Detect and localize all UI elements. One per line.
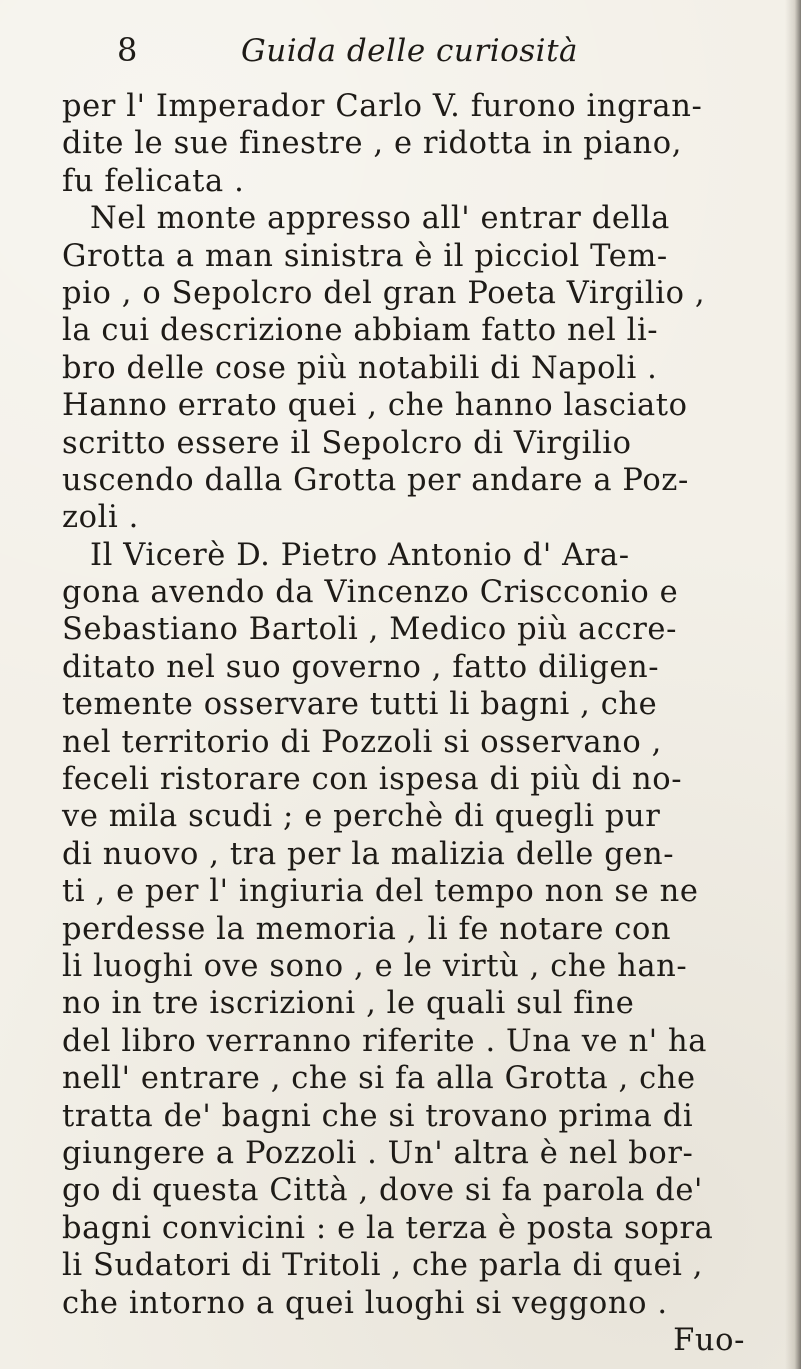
- text-line: del libro verranno riferite . Una ve n' ha: [62, 1023, 708, 1059]
- text-line: feceli ristorare con ispesa di più di no-: [62, 762, 683, 798]
- text-line: pio , o Sepolcro del gran Poeta Virgilio ,: [62, 275, 706, 311]
- text-line: perdesse la memoria , li fe notare con: [62, 911, 672, 947]
- text-line: temente osservare tutti li bagni , che: [62, 687, 658, 723]
- text-line: Sebastiano Bartoli , Medico più accre-: [62, 612, 677, 648]
- text-line: giungere a Pozzoli . Un' altra è nel bor-: [62, 1135, 694, 1171]
- text-line: bro delle cose più notabili di Napoli .: [62, 350, 658, 386]
- text-line: go di questa Città , dove si fa parola de': [62, 1173, 704, 1209]
- text-line: gona avendo da Vincenzo Criscconio e: [62, 575, 679, 611]
- running-head: Guida delle curiosità: [241, 33, 579, 69]
- text-line: ti , e per l' ingiuria del tempo non se ne: [62, 874, 699, 910]
- text-line: ve mila scudi ; e perchè di quegli pur: [62, 799, 661, 835]
- text-line: li Sudatori di Tritoli , che parla di quei ,: [62, 1248, 704, 1284]
- text-line: nell' entrare , che si fa alla Grotta , che: [62, 1061, 696, 1097]
- text-line: uscendo dalla Grotta per andare a Poz-: [62, 462, 689, 498]
- text-line: tratta de' bagni che si trovano prima di: [62, 1098, 694, 1134]
- body-text: [62, 88, 767, 1359]
- text-line: zoli .: [62, 500, 139, 536]
- page-edge-shadow: [785, 0, 801, 1369]
- text-line: bagni convicini : e la terza è posta sopra: [62, 1210, 714, 1246]
- text-line: dite le sue finestre , e ridotta in piano,: [62, 126, 682, 162]
- text-line: Grotta a man sinistra è il picciol Tem-: [62, 238, 668, 274]
- paragraph-start-line: Il Vicerè D. Pietro Antonio d' Ara-: [90, 537, 630, 573]
- text-line: scritto essere il Sepolcro di Virgilio: [62, 425, 632, 461]
- text-line: fu felicata .: [62, 163, 245, 199]
- text-line: di nuovo , tra per la malizia delle gen-: [62, 836, 675, 872]
- catchword: Fuo-: [673, 1322, 745, 1358]
- text-line: ditato nel suo governo , fatto diligen-: [62, 649, 660, 685]
- paragraph-start-line: Nel monte appresso all' entrar della: [90, 201, 670, 237]
- text-line: nel territorio di Pozzoli si osservano ,: [62, 724, 662, 760]
- text-line: li luoghi ove sono , e le virtù , che han-: [62, 948, 688, 984]
- text-line: no in tre iscrizioni , le quali sul fine: [62, 986, 635, 1022]
- page-header: [62, 31, 767, 86]
- page-number: 8: [117, 31, 138, 69]
- text-line: per l' Imperador Carlo V. furono ingran-: [62, 89, 703, 124]
- text-line: che intorno a quei luoghi si veggono .: [62, 1285, 668, 1321]
- text-line: la cui descrizione abbiam fatto nel li-: [62, 313, 659, 349]
- text-line: Hanno errato quei , che hanno lasciato: [62, 388, 688, 424]
